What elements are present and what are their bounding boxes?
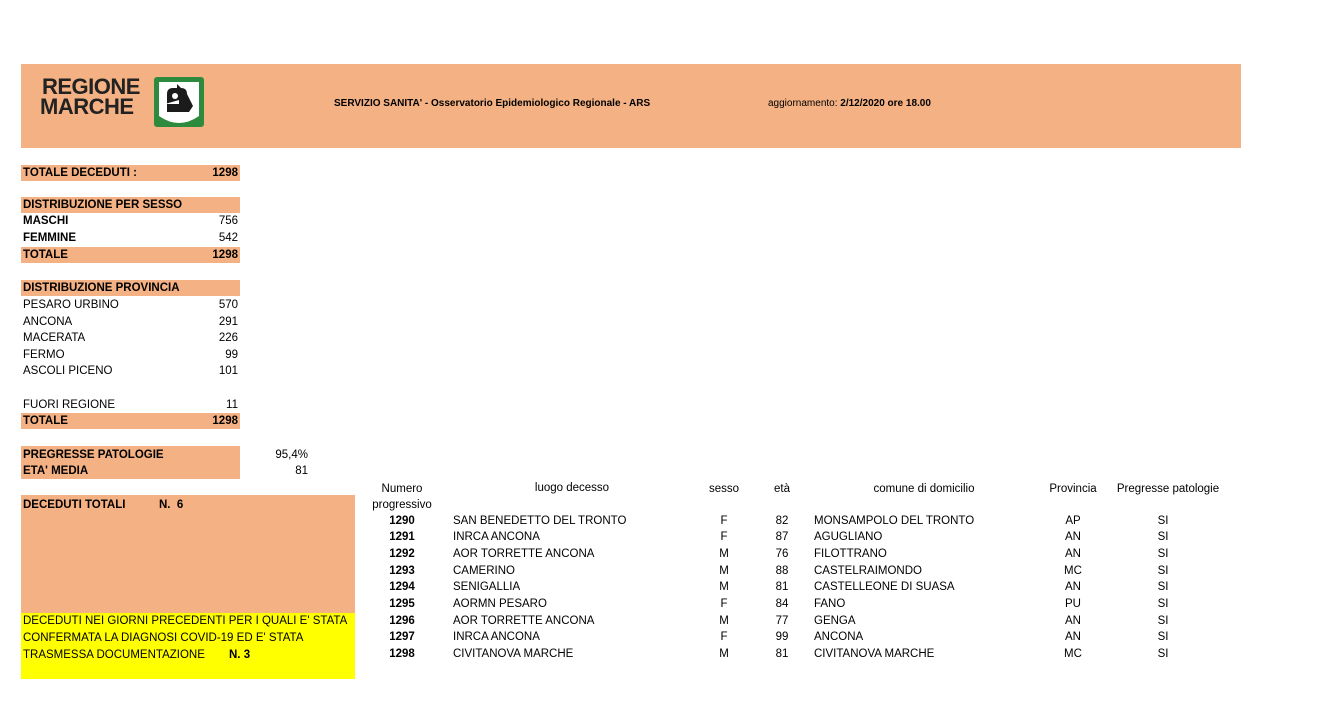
table-row xyxy=(362,613,1232,630)
cell-eta: 84 xyxy=(775,598,789,610)
deceduti-totali-label: DECEDUTI TOTALI xyxy=(23,499,126,511)
provincia-row xyxy=(21,347,240,363)
precedenti-line-1: DECEDUTI NEI GIORNI PRECEDENTI PER I QUALI E' STATA xyxy=(23,615,348,627)
sesso-row-maschi xyxy=(21,213,240,229)
sesso-value: 542 xyxy=(218,232,238,244)
cell-eta: 82 xyxy=(775,515,789,527)
update-info xyxy=(768,98,931,109)
regione-marche-logo xyxy=(38,76,208,132)
provincia-row xyxy=(21,297,240,313)
cell-numero: 1292 xyxy=(389,548,415,560)
cell-patologie: SI xyxy=(1157,531,1169,543)
cell-comune: CIVITANOVA MARCHE xyxy=(814,648,935,660)
precedenti-line-3: TRASMESSA DOCUMENTAZIONE xyxy=(23,649,205,661)
eta-value: 81 xyxy=(295,465,308,477)
cell-patologie: SI xyxy=(1157,598,1169,610)
provincia-label: ANCONA xyxy=(23,316,73,328)
cell-luogo: CAMERINO xyxy=(453,565,515,577)
cell-sesso: F xyxy=(720,515,728,527)
update-value: 2/12/2020 ore 18.00 xyxy=(840,98,931,109)
provincia-value: 226 xyxy=(218,332,238,344)
provincia-label: PESARO URBINO xyxy=(23,299,119,311)
cell-eta: 87 xyxy=(775,531,789,543)
sesso-label: MASCHI xyxy=(23,215,69,227)
cell-numero: 1297 xyxy=(389,631,415,643)
cell-patologie: SI xyxy=(1157,615,1169,627)
cell-sesso: M xyxy=(719,648,729,660)
cell-sesso: M xyxy=(719,581,729,593)
cell-provincia: AN xyxy=(1065,531,1081,543)
cell-eta: 76 xyxy=(775,548,789,560)
cell-eta: 99 xyxy=(775,631,789,643)
provincia-label: FERMO xyxy=(23,349,65,361)
cell-patologie: SI xyxy=(1157,648,1169,660)
cell-numero: 1296 xyxy=(389,615,415,627)
provincia-title-row xyxy=(21,280,240,296)
cell-numero: 1295 xyxy=(389,598,415,610)
header-numero-line1: Numero xyxy=(381,483,423,495)
cell-provincia: MC xyxy=(1064,565,1082,577)
provincia-row xyxy=(21,363,240,379)
cell-provincia: AN xyxy=(1065,548,1081,560)
cell-comune: ANCONA xyxy=(814,631,864,643)
table-row xyxy=(362,629,1232,646)
provincia-value: 570 xyxy=(218,299,238,311)
cell-luogo: INRCA ANCONA xyxy=(453,531,540,543)
provincia-label: MACERATA xyxy=(23,332,86,344)
provincia-row xyxy=(21,330,240,346)
cell-eta: 88 xyxy=(775,565,789,577)
header-eta: età xyxy=(774,483,790,495)
totale-deceduti-label: TOTALE DECEDUTI : xyxy=(23,167,137,179)
sesso-label: FEMMINE xyxy=(23,232,77,244)
cell-provincia: AN xyxy=(1065,615,1081,627)
precedenti-line-2: CONFERMATA LA DIAGNOSI COVID-19 ED E' STATA xyxy=(23,632,304,644)
cell-sesso: M xyxy=(719,565,729,577)
cell-patologie: SI xyxy=(1157,631,1169,643)
provincia-title: DISTRIBUZIONE PROVINCIA xyxy=(23,282,180,294)
totale-deceduti-value: 1298 xyxy=(212,167,238,179)
cell-comune: CASTELRAIMONDO xyxy=(814,565,922,577)
cell-provincia: PU xyxy=(1065,598,1081,610)
cell-luogo: INRCA ANCONA xyxy=(453,631,540,643)
sesso-title-row xyxy=(21,197,240,213)
sesso-row-totale xyxy=(21,247,240,263)
provincia-totale-label: TOTALE xyxy=(23,415,68,427)
table-row xyxy=(362,646,1232,663)
cell-comune: FILOTTRANO xyxy=(814,548,887,560)
header-comune: comune di domicilio xyxy=(873,483,975,495)
logo-text-marche: MARCHE xyxy=(40,94,134,119)
cell-patologie: SI xyxy=(1157,581,1169,593)
cell-luogo: AOR TORRETTE ANCONA xyxy=(453,615,595,627)
provincia-value: 101 xyxy=(218,365,238,377)
cell-numero: 1294 xyxy=(389,581,415,593)
patologie-label: PREGRESSE PATOLOGIE xyxy=(23,449,164,461)
cell-provincia: MC xyxy=(1064,648,1082,660)
cell-luogo: SENIGALLIA xyxy=(453,581,521,593)
cell-sesso: F xyxy=(720,631,728,643)
cell-comune: GENGA xyxy=(814,615,856,627)
header-numero-line2: progressivo xyxy=(372,499,432,511)
cell-sesso: F xyxy=(720,598,728,610)
table-row xyxy=(362,563,1232,580)
patologie-value: 95,4% xyxy=(275,449,308,461)
table-row xyxy=(362,529,1232,546)
provincia-label: ASCOLI PICENO xyxy=(23,365,113,377)
cell-comune: CASTELLEONE DI SUASA xyxy=(814,581,955,593)
cell-luogo: AOR TORRETTE ANCONA xyxy=(453,548,595,560)
sesso-value: 1298 xyxy=(212,249,238,261)
fuori-regione-value: 11 xyxy=(226,399,238,411)
regione-emblem-icon xyxy=(153,76,205,128)
cell-sesso: F xyxy=(720,531,728,543)
cell-luogo: CIVITANOVA MARCHE xyxy=(453,648,574,660)
header-provincia: Provincia xyxy=(1049,483,1097,495)
cell-provincia: AP xyxy=(1065,515,1081,527)
cell-numero: 1293 xyxy=(389,565,415,577)
cell-numero: 1298 xyxy=(389,648,415,660)
table-row xyxy=(362,596,1232,613)
sesso-value: 756 xyxy=(218,215,238,227)
header-sesso: sesso xyxy=(708,483,740,495)
provincia-value: 99 xyxy=(225,349,238,361)
logo-text-regione: REGIONE xyxy=(42,74,140,99)
provincia-row xyxy=(21,314,240,330)
update-label: aggiornamento: xyxy=(768,98,838,109)
fuori-regione-row xyxy=(21,397,240,413)
table-row xyxy=(362,579,1232,596)
service-title: SERVIZIO SANITA' - Osservatorio Epidemiologico Regionale - ARS xyxy=(334,98,651,109)
cell-eta: 77 xyxy=(775,615,789,627)
header-numero xyxy=(362,481,442,513)
deceduti-totali-value: N. 6 xyxy=(159,499,184,511)
cell-luogo: AORMN PESARO xyxy=(453,598,547,610)
cell-comune: MONSAMPOLO DEL TRONTO xyxy=(814,515,975,527)
cell-comune: AGUGLIANO xyxy=(814,531,883,543)
provincia-totale-row xyxy=(21,413,240,429)
cell-eta: 81 xyxy=(775,648,789,660)
cell-sesso: M xyxy=(719,615,729,627)
provincia-totale-value: 1298 xyxy=(212,415,238,427)
totale-deceduti-row xyxy=(21,165,240,181)
header-luogo: luogo decesso xyxy=(534,482,610,494)
header-patologie: Pregresse patologie xyxy=(1116,483,1220,495)
cell-numero: 1291 xyxy=(389,531,415,543)
sesso-title: DISTRIBUZIONE PER SESSO xyxy=(23,199,183,211)
cell-comune: FANO xyxy=(814,598,846,610)
precedenti-value: N. 3 xyxy=(229,649,251,661)
cell-provincia: AN xyxy=(1065,581,1081,593)
provincia-value: 291 xyxy=(218,316,238,328)
sesso-row-femmine xyxy=(21,230,240,246)
cell-patologie: SI xyxy=(1157,548,1169,560)
table-row xyxy=(362,513,1232,530)
table-row xyxy=(362,546,1232,563)
cell-eta: 81 xyxy=(775,581,789,593)
fuori-regione-label: FUORI REGIONE xyxy=(23,399,116,411)
cell-numero: 1290 xyxy=(389,515,415,527)
sesso-label: TOTALE xyxy=(23,249,68,261)
eta-label: ETA' MEDIA xyxy=(23,465,89,477)
cell-patologie: SI xyxy=(1157,515,1169,527)
cell-sesso: M xyxy=(719,548,729,560)
cell-luogo: SAN BENEDETTO DEL TRONTO xyxy=(453,515,627,527)
cell-patologie: SI xyxy=(1157,565,1169,577)
cell-provincia: AN xyxy=(1065,631,1081,643)
